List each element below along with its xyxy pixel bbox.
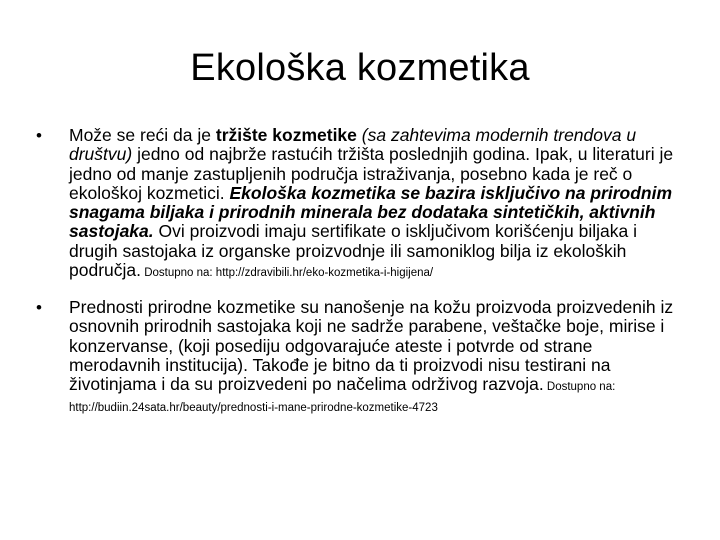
bullet-item-1 — [36, 126, 676, 282]
bullet-marker: • — [36, 126, 42, 145]
bullet-1-bold-italic-text: Ekološka kozmetika se bazira isključivo na prirodnim snagama biljaka i prirodnih minerala bez dodataka sintetičkih, aktivnih sastojaka. — [69, 182, 673, 242]
slide-title: Ekološka kozmetika — [190, 47, 530, 89]
bullet-item-2 — [36, 298, 676, 417]
bullet-1-text-1: Može se reći da je — [69, 125, 216, 145]
bullet-2-text-1: Prednosti prirodne kozmetike su nanošenje na kožu proizvoda proizvedenih iz osnovnih prirodnih sastojaka koji ne sadrže parabene, veštačke boje, mirise i konzervanse, (koji posediju odgovarajuće ateste i potvrde od strane merodavnih institucija). Takođe je bitno da ti proizvodi nisu testirani na životinjama i da su proizvedeni po načelima održivog razvoja. — [69, 297, 674, 395]
bullet-1-bold-text: tržište kozmetike — [215, 125, 357, 145]
bullet-2-source: Dostupno na: http://budiin.24sata.hr/beauty/prednosti-i-mane-prirodne-kozmetike-4723 — [69, 381, 616, 415]
bullet-list — [36, 126, 676, 417]
bullet-1-text-2: jedno od najbrže rastućih tržišta poslednjih godina. Ipak, u literaturi je jedno od manje zastupljenih područja istraživanja, posebno kada je reč o ekološkoj kozmetici. — [69, 144, 674, 203]
bullet-marker: • — [36, 298, 42, 318]
bullet-1-text-3: Ovi proizvodi imaju sertifikate o isključivom korišćenju biljaka i drugih sastojaka iz organske proizvodnje ili samoniklog bilja iz ekoloških područja. — [69, 221, 638, 281]
bullet-1-source: Dostupno na: http://zdravibili.hr/eko-kozmetika-i-higijena/ — [141, 267, 434, 280]
bullet-1-italic-text: (sa zahtevima modernih trendova u društvu) — [69, 125, 637, 165]
